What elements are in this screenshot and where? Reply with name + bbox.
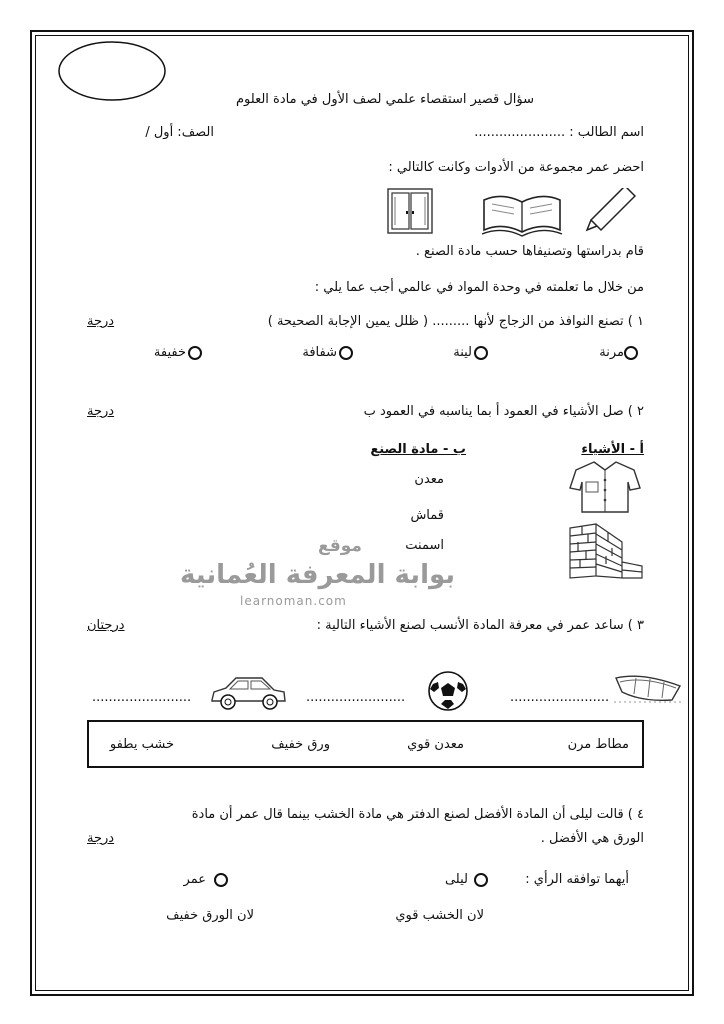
q1-option-label: خفيفة xyxy=(153,345,186,360)
intro-line-2: قام بدراستها وتصنيفاها حسب مادة الصنع . xyxy=(415,244,644,259)
question-3-score: درجتان xyxy=(87,618,125,633)
intro-line-3: من خلال ما تعلمته في وحدة المواد في عالمي أجب عما يلي : xyxy=(314,280,644,295)
watermark-text: بوابة المعرفة العُمانية xyxy=(180,560,456,590)
book-icon xyxy=(480,190,564,238)
worksheet-title: سؤال قصير استقصاء علمي لصف الأول في مادة العلوم xyxy=(236,92,534,107)
soccer-ball-icon xyxy=(427,670,469,712)
q4-option-label: ليلى xyxy=(444,872,468,887)
answer-blank[interactable]: ........................ xyxy=(92,690,192,705)
q1-option-radio[interactable] xyxy=(188,346,202,360)
choice-option: معدن قوي xyxy=(407,737,464,752)
q1-option-label: لينة xyxy=(453,345,472,360)
material-item: قماش xyxy=(410,508,444,523)
choice-option: خشب يطفو xyxy=(109,737,174,752)
boat-icon xyxy=(612,666,684,708)
choice-option: ورق خفيف xyxy=(271,737,330,752)
question-4-line-1: ٤ ) قالت ليلى أن المادة الأفضل لصنع الدفتر هي مادة الخشب بينما قال عمر أن مادة xyxy=(191,807,644,822)
question-3-text: ٣ ) ساعد عمر في معرفة المادة الأنسب لصنع الأشياء التالية : xyxy=(316,618,644,633)
student-name-line: اسم الطالب : ...................... xyxy=(474,125,644,140)
question-2-score: درجة xyxy=(87,404,115,419)
car-icon xyxy=(208,674,288,712)
material-item: معدن xyxy=(414,472,444,487)
answer-blank[interactable]: ........................ xyxy=(510,690,610,705)
reason-omar: لان الورق خفيف xyxy=(166,908,254,923)
answer-blank[interactable]: ........................ xyxy=(306,690,406,705)
column-a-header: أ - الأشياء xyxy=(581,442,644,457)
q1-option-label: شفافة xyxy=(302,345,337,360)
q1-option-radio[interactable] xyxy=(624,346,638,360)
question-1-text: ١ ) تصنع النوافذ من الزجاج لأنها ......... ( ظلل يمين الإجابة الصحيحة ) xyxy=(267,314,644,329)
window-icon xyxy=(385,186,435,236)
grade-oval xyxy=(57,40,167,102)
shirt-icon xyxy=(566,458,644,514)
reason-laila: لان الخشب قوي xyxy=(395,908,484,923)
grade-label: الصف: أول / xyxy=(145,125,214,140)
question-4-line-2: الورق هي الأفضل . xyxy=(540,831,644,846)
q1-option-radio[interactable] xyxy=(474,346,488,360)
q1-option-radio[interactable] xyxy=(339,346,353,360)
watermark-url: learnoman.com xyxy=(240,594,347,608)
brick-wall-icon xyxy=(566,522,646,580)
q4-option-radio[interactable] xyxy=(214,873,228,887)
watermark-top: موقع xyxy=(318,536,362,556)
question-4-score: درجة xyxy=(87,831,115,846)
intro-line-1: احضر عمر مجموعة من الأدوات وكانت كالتالي : xyxy=(388,160,644,175)
q4-option-label: عمر xyxy=(183,872,206,887)
column-b-header: ب - مادة الصنع xyxy=(370,442,466,457)
question-2-text: ٢ ) صل الأشياء في العمود أ بما يناسبه في العمود ب xyxy=(363,404,644,419)
choice-option: مطاط مرن xyxy=(567,737,629,752)
q4-option-radio[interactable] xyxy=(474,873,488,887)
pencil-icon xyxy=(585,188,641,232)
question-4-prompt: أيهما توافقه الرأي : xyxy=(525,872,629,887)
question-1-score: درجة xyxy=(87,314,115,329)
material-item: اسمنت xyxy=(405,538,444,553)
q1-option-label: مرنة xyxy=(599,345,624,360)
